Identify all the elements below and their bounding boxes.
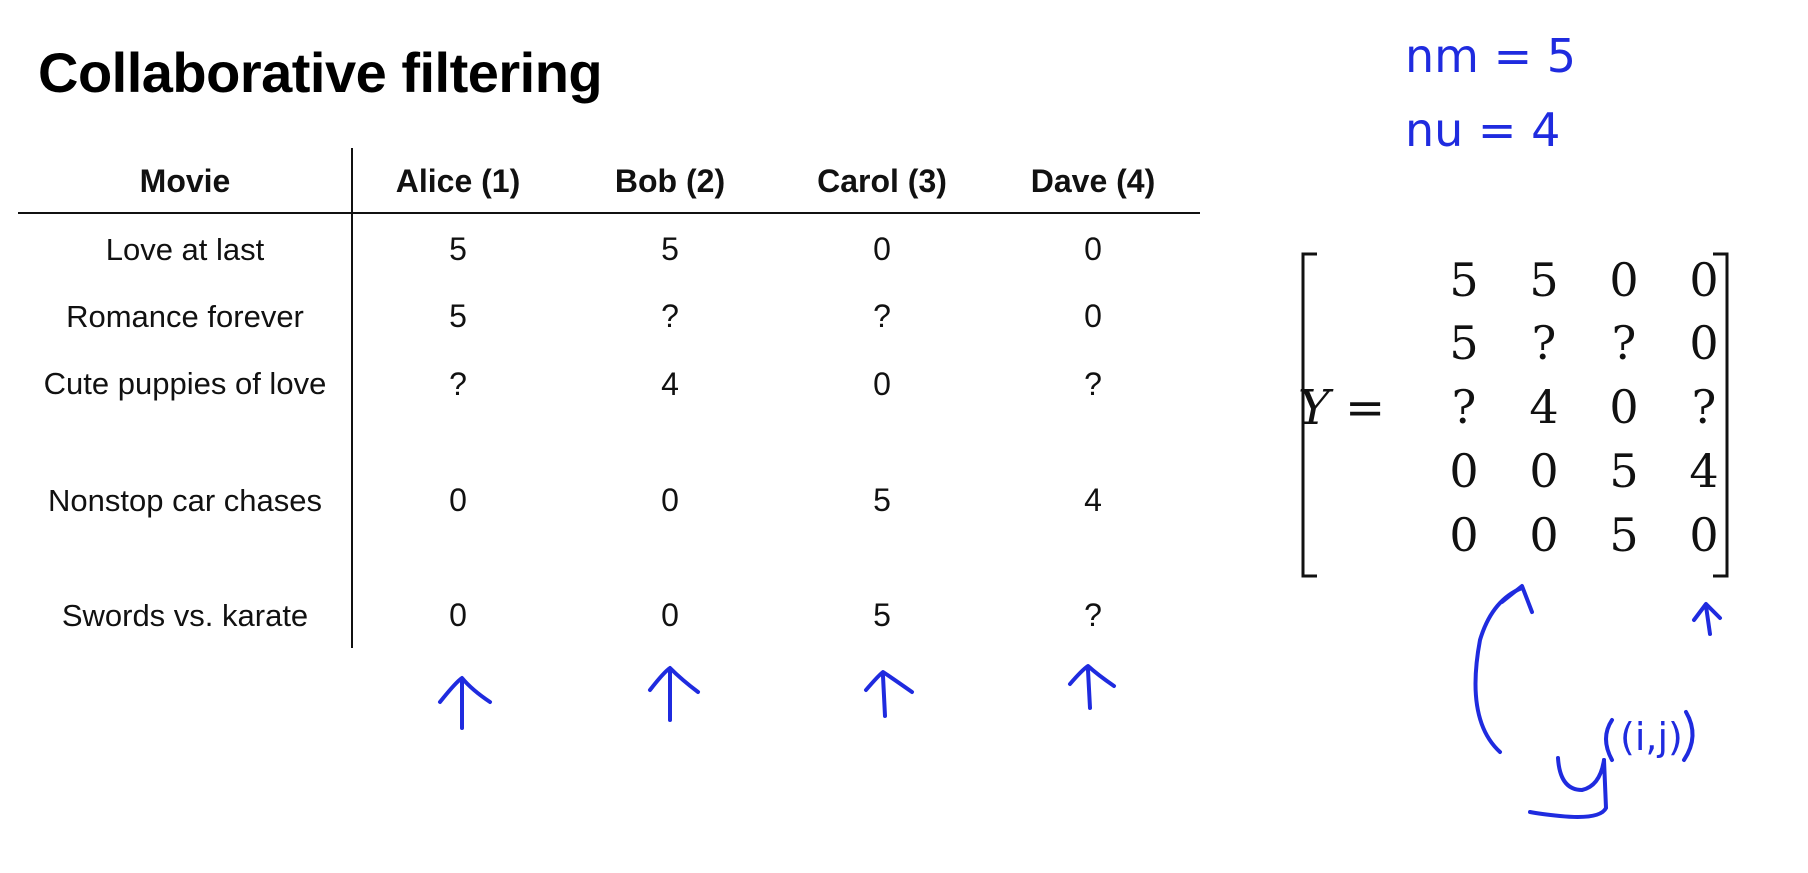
header-movie: Movie xyxy=(139,163,231,199)
rating-cell: 0 xyxy=(449,482,467,518)
matrix-cell: 5 xyxy=(1449,253,1479,307)
matrix-cell: 5 xyxy=(1529,253,1559,307)
matrix-cell: 0 xyxy=(1529,508,1559,562)
paren-right-glyph xyxy=(1684,712,1693,760)
movie-title: Nonstop car chases xyxy=(48,483,322,518)
movie-title: Swords vs. karate xyxy=(61,598,309,633)
slide-title: Collaborative filtering xyxy=(38,41,603,104)
movie-title: Love at last xyxy=(105,232,265,267)
matrix-cell: 0 xyxy=(1689,316,1719,370)
header-dave: Dave (4) xyxy=(1030,163,1156,199)
n-m-annotation: nm = 5 xyxy=(1405,29,1577,83)
rating-cell: 0 xyxy=(449,597,467,633)
header-carol: Carol (3) xyxy=(817,163,947,199)
rating-cell: ? xyxy=(1084,366,1102,402)
rating-cell: ? xyxy=(449,366,467,402)
rating-cell: 5 xyxy=(449,231,467,267)
matrix-cell: ? xyxy=(1611,316,1637,370)
arrow-up-icon xyxy=(1694,604,1720,634)
matrix-cell: ? xyxy=(1691,380,1717,434)
movie-title: Romance forever xyxy=(66,299,304,334)
rating-cell: ? xyxy=(1084,597,1102,633)
header-bob: Bob (2) xyxy=(614,163,726,199)
arrow-up-icon xyxy=(650,668,698,720)
arrow-up-icon xyxy=(866,672,912,716)
y-annotation: y xyxy=(1548,749,1582,814)
paren-left-glyph xyxy=(1606,720,1612,760)
n-u-annotation: nu = 4 xyxy=(1405,103,1561,157)
rating-cell: 5 xyxy=(449,298,467,334)
rating-cell: 0 xyxy=(1084,231,1102,267)
arrow-curve-icon xyxy=(1476,586,1533,752)
rating-cell: ? xyxy=(661,298,679,334)
header-alice: Alice (1) xyxy=(395,163,521,199)
rating-cell: 0 xyxy=(661,482,679,518)
matrix-cell: 5 xyxy=(1609,508,1639,562)
rating-cell: ? xyxy=(873,298,891,334)
matrix-label: Y = xyxy=(1298,380,1386,436)
rating-cell: 0 xyxy=(873,366,891,402)
rating-cell: 5 xyxy=(873,482,891,518)
matrix-cell: 5 xyxy=(1449,316,1479,370)
matrix-cell: 0 xyxy=(1609,380,1639,434)
matrix-cell: ? xyxy=(1451,380,1477,434)
matrix-cell: 0 xyxy=(1529,444,1559,498)
arrow-up-icon xyxy=(1070,666,1114,708)
rating-cell: 0 xyxy=(661,597,679,633)
matrix-cell: 0 xyxy=(1609,253,1639,307)
matrix-cell: 4 xyxy=(1689,444,1719,498)
rating-cell: 4 xyxy=(1084,482,1102,518)
matrix-cell: 0 xyxy=(1689,253,1719,307)
y-superscript: (i,j) xyxy=(1620,715,1683,759)
rating-cell: 4 xyxy=(661,366,679,402)
rating-cell: 5 xyxy=(873,597,891,633)
rating-cell: 0 xyxy=(1084,298,1102,334)
y-glyph-strokes xyxy=(1530,758,1606,817)
arrow-up-icon xyxy=(440,678,490,728)
rating-cell: 5 xyxy=(661,231,679,267)
matrix-cell: 0 xyxy=(1449,508,1479,562)
matrix-cell: 5 xyxy=(1609,444,1639,498)
movie-title: Cute puppies of love xyxy=(43,366,327,401)
matrix-cell: 4 xyxy=(1529,380,1559,434)
rating-cell: 0 xyxy=(873,231,891,267)
matrix-cell: 0 xyxy=(1689,508,1719,562)
matrix-cell: ? xyxy=(1531,316,1557,370)
matrix-cell: 0 xyxy=(1449,444,1479,498)
